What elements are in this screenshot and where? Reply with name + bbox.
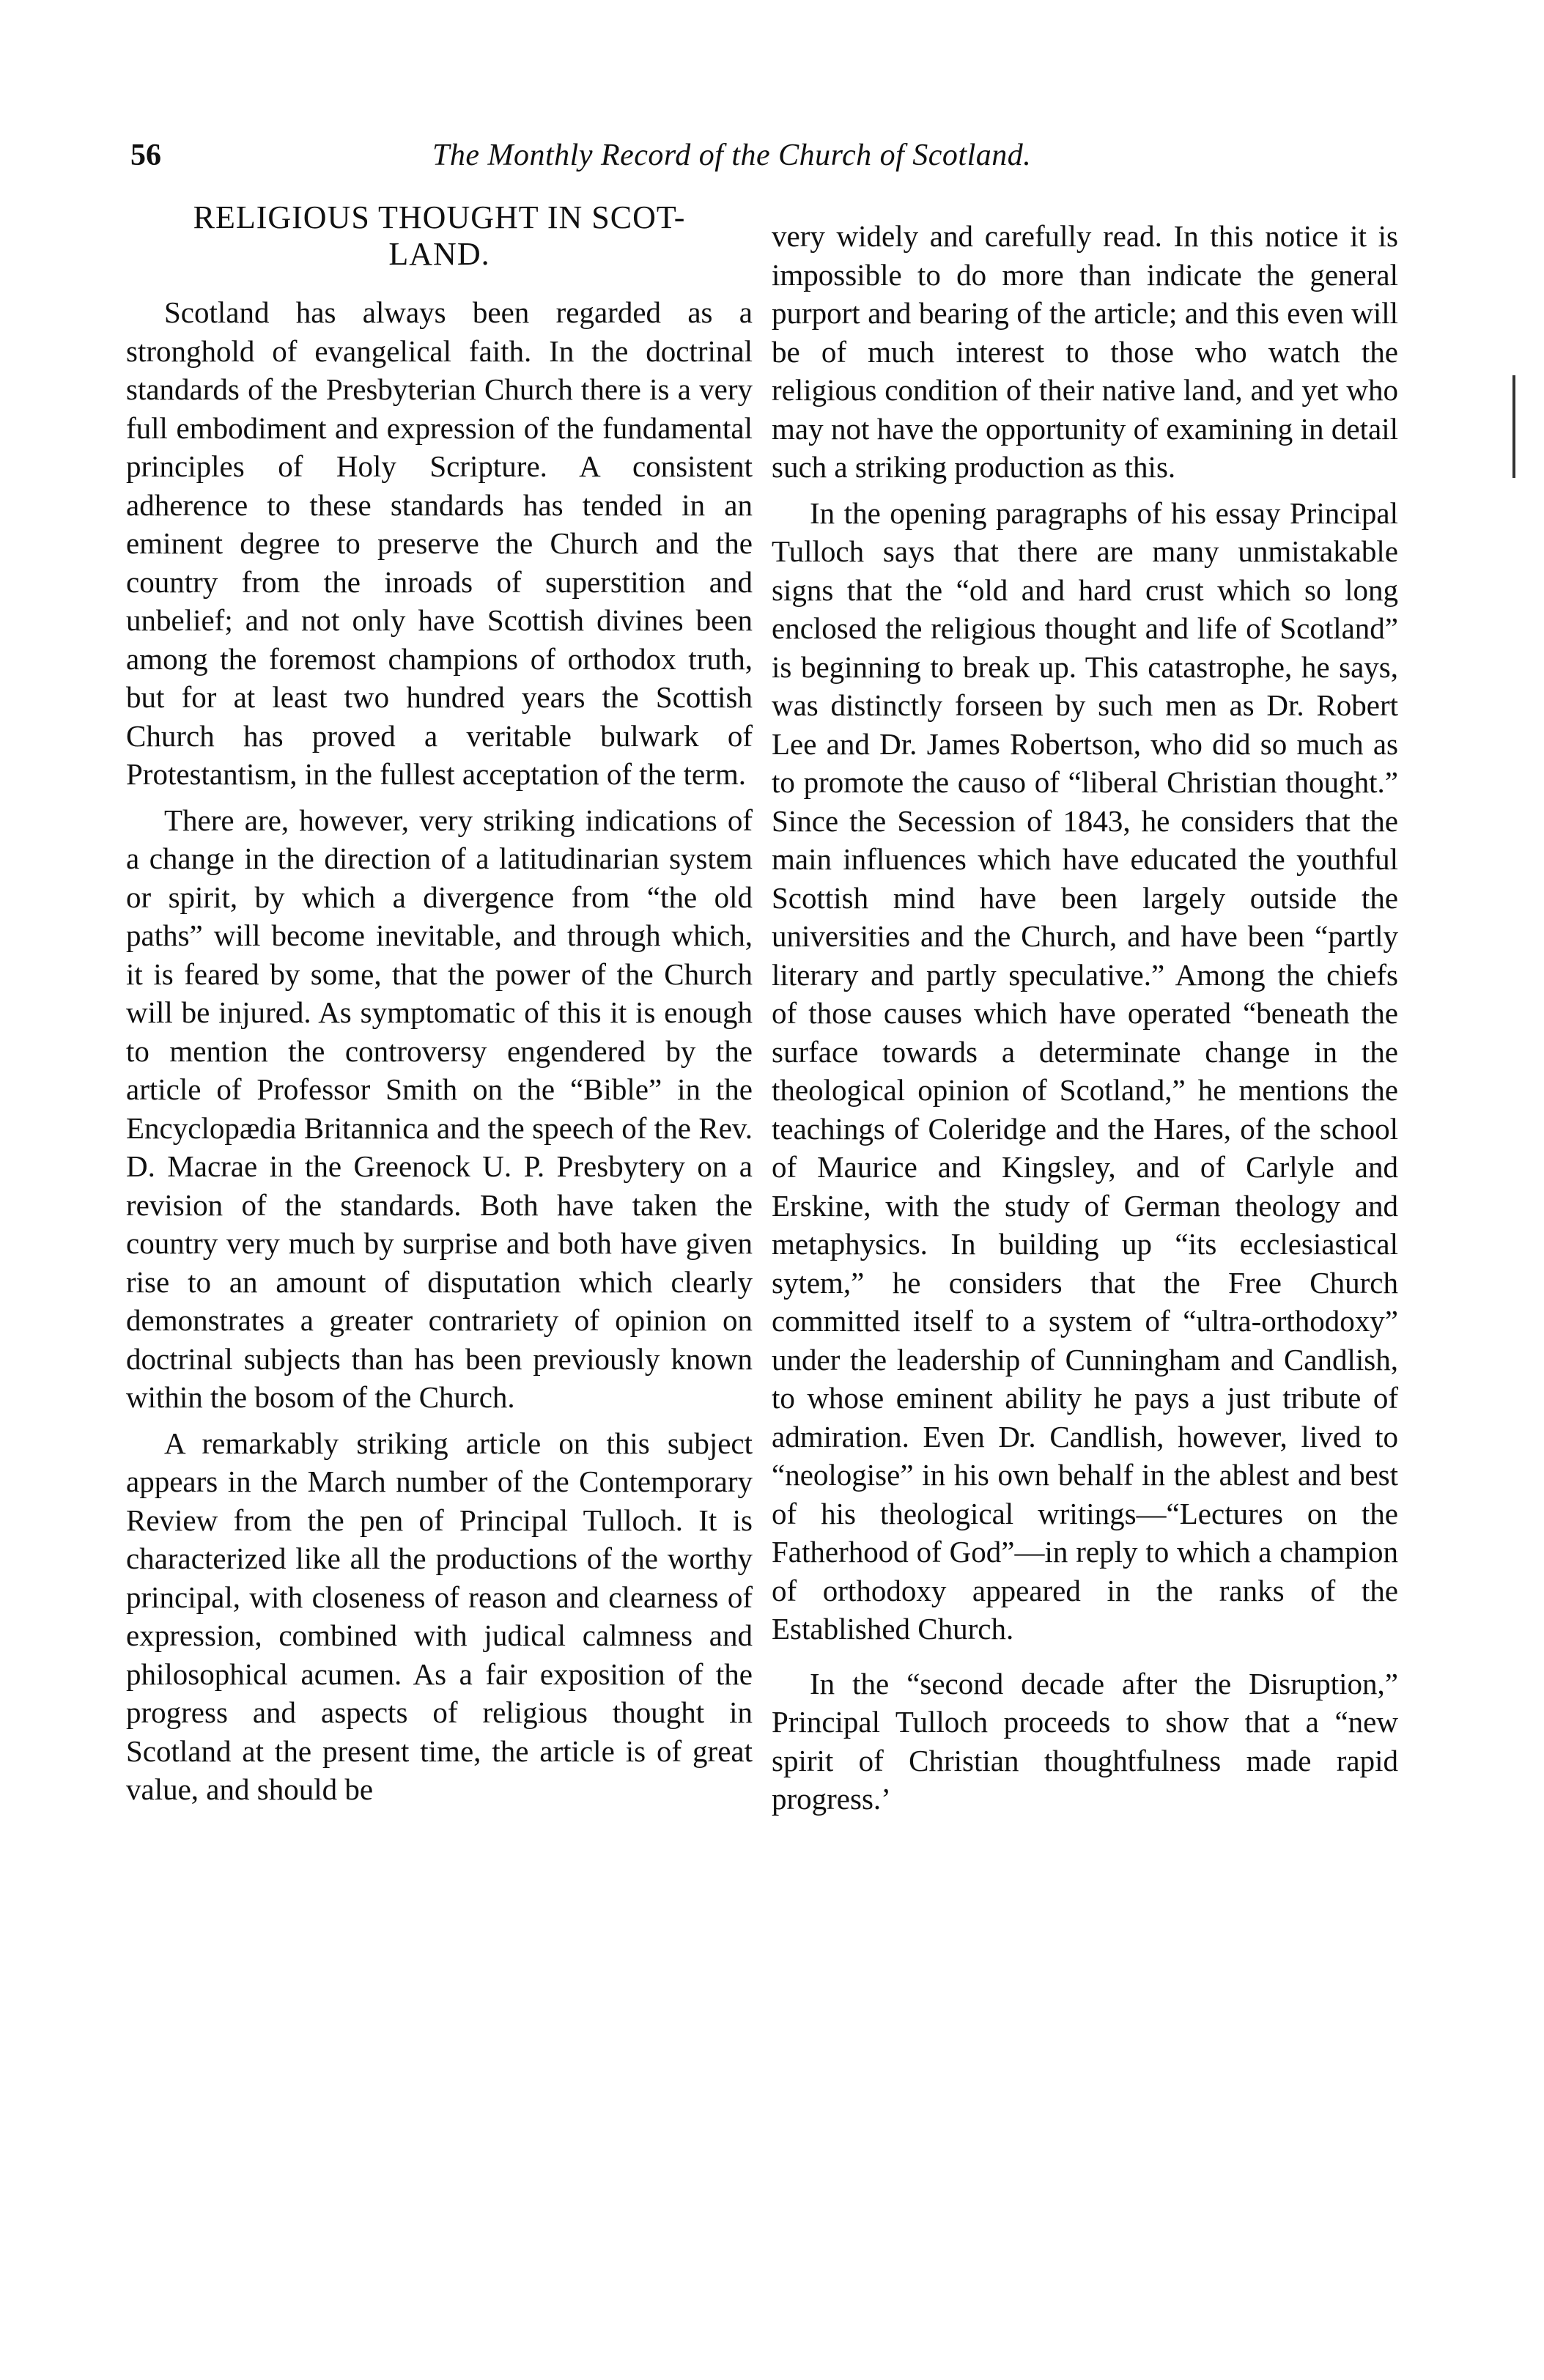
article-title-line-1: RELIGIOUS THOUGHT IN SCOT-	[193, 199, 686, 235]
running-title: The Monthly Record of the Church of Scotland.	[432, 139, 1032, 172]
paragraph-4: In the opening paragraphs of his essay Principal Tulloch says that there are many unmistakable signs that the “old and hard crust which so long enclosed the religious thought and life of Scotland” is beginning to break up. This catastrophe, he says, was distinctly forseen by such men as Dr. Robert Lee and Dr. James Robertson, who did so much as to promote the causo of “liberal Christian thought.” Since the Secession of 1843, he considers that the main influences which have educated the youthful Scottish mind have been largely outside the universities and the Church, and have been “partly literary and partly speculative.” Among the chiefs of those causes which have operated “beneath the surface towards a determinate change in the theological opinion of Scotland,” he mentions the teachings of Coleridge and the Hares, of the school of Maurice and Kingsley, and of Carlyle and Erskine, with the study of German theology and metaphysics. In building up “its ecclesiastical sytem,” he considers that the Free Church committed itself to a system of “ultra-orthodoxy” under the leadership of Cunningham and Candlish, to whose eminent ability he pays a just tribute of admiration. Even Dr. Candlish, however, lived to “neologise” in his own behalf in the ablest and best of his theological writings—“Lectures on the Fatherhood of God”—in reply to which a champion of orthodoxy appeared in the ranks of the Established Church.	[772, 495, 1398, 1646]
right-column	[772, 217, 1398, 1819]
paragraph-3: A remarkably striking article on this subject appears in the March number of the Contemporary Review from the pen of Principal Tulloch. It is characterized like all the productions of the worthy principal, with closeness of reason and clearness of expression, combined with judical calmness and philosophical acumen. As a fair exposition of the progress and aspects of religious thought in Scotland at the present time, the article is of great value, and should be	[126, 1426, 753, 1806]
article-title	[126, 199, 753, 273]
page-header	[130, 138, 1442, 182]
paragraph-5: In the “second decade after the Disruption,” Principal Tulloch proceeds to show that a “new spirit of Christian thoughtfulness made rapid progress.’	[772, 1666, 1398, 1816]
paragraph-3-continued: very widely and carefully read. In this notice it is impossible to do more than indicate the general purport and bearing of the article; and this even will be of much interest to those who watch the religious condition of their native land, and yet who may not have the opportunity of examining in detail such a striking production as this.	[772, 219, 1398, 484]
margin-mark	[1512, 375, 1515, 478]
page-number: 56	[130, 139, 161, 172]
paragraph-1: Scotland has always been regarded as a stronghold of evangelical faith. In the doctrinal standards of the Presbyterian Church there is a very full embodiment and expression of the fundamental principles of Holy Scripture. A consistent adherence to these standards has tended in an eminent degree to preserve the Church and the country from the inroads of superstition and unbelief; and not only have Scottish divines been among the foremost champions of orthodox truth, but for at least two hundred years the Scottish Church has proved a veritable bulwark of Protestantism, in the fullest acceptation of the term.	[126, 295, 753, 791]
article-title-line-2: LAND.	[388, 236, 490, 272]
left-column	[126, 199, 753, 1809]
paragraph-2: There are, however, very striking indications of a change in the direction of a latitudinarian system or spirit, by which a divergence from “the old paths” will become inevitable, and through which, it is feared by some, that the power of the Church will be injured. As symptomatic of this it is enough to mention the controversy engendered by the article of Professor Smith on the “Bible” in the Encyclopædia Britannica and the speech of the Rev. D. Macrae in the Greenock U. P. Presbytery on a revision of the standards. Both have taken the country very much by surprise and both have given rise to an amount of disputation which clearly demonstrates a greater contrariety of opinion on doctrinal subjects than has been previously known within the bosom of the Church.	[126, 803, 753, 1414]
